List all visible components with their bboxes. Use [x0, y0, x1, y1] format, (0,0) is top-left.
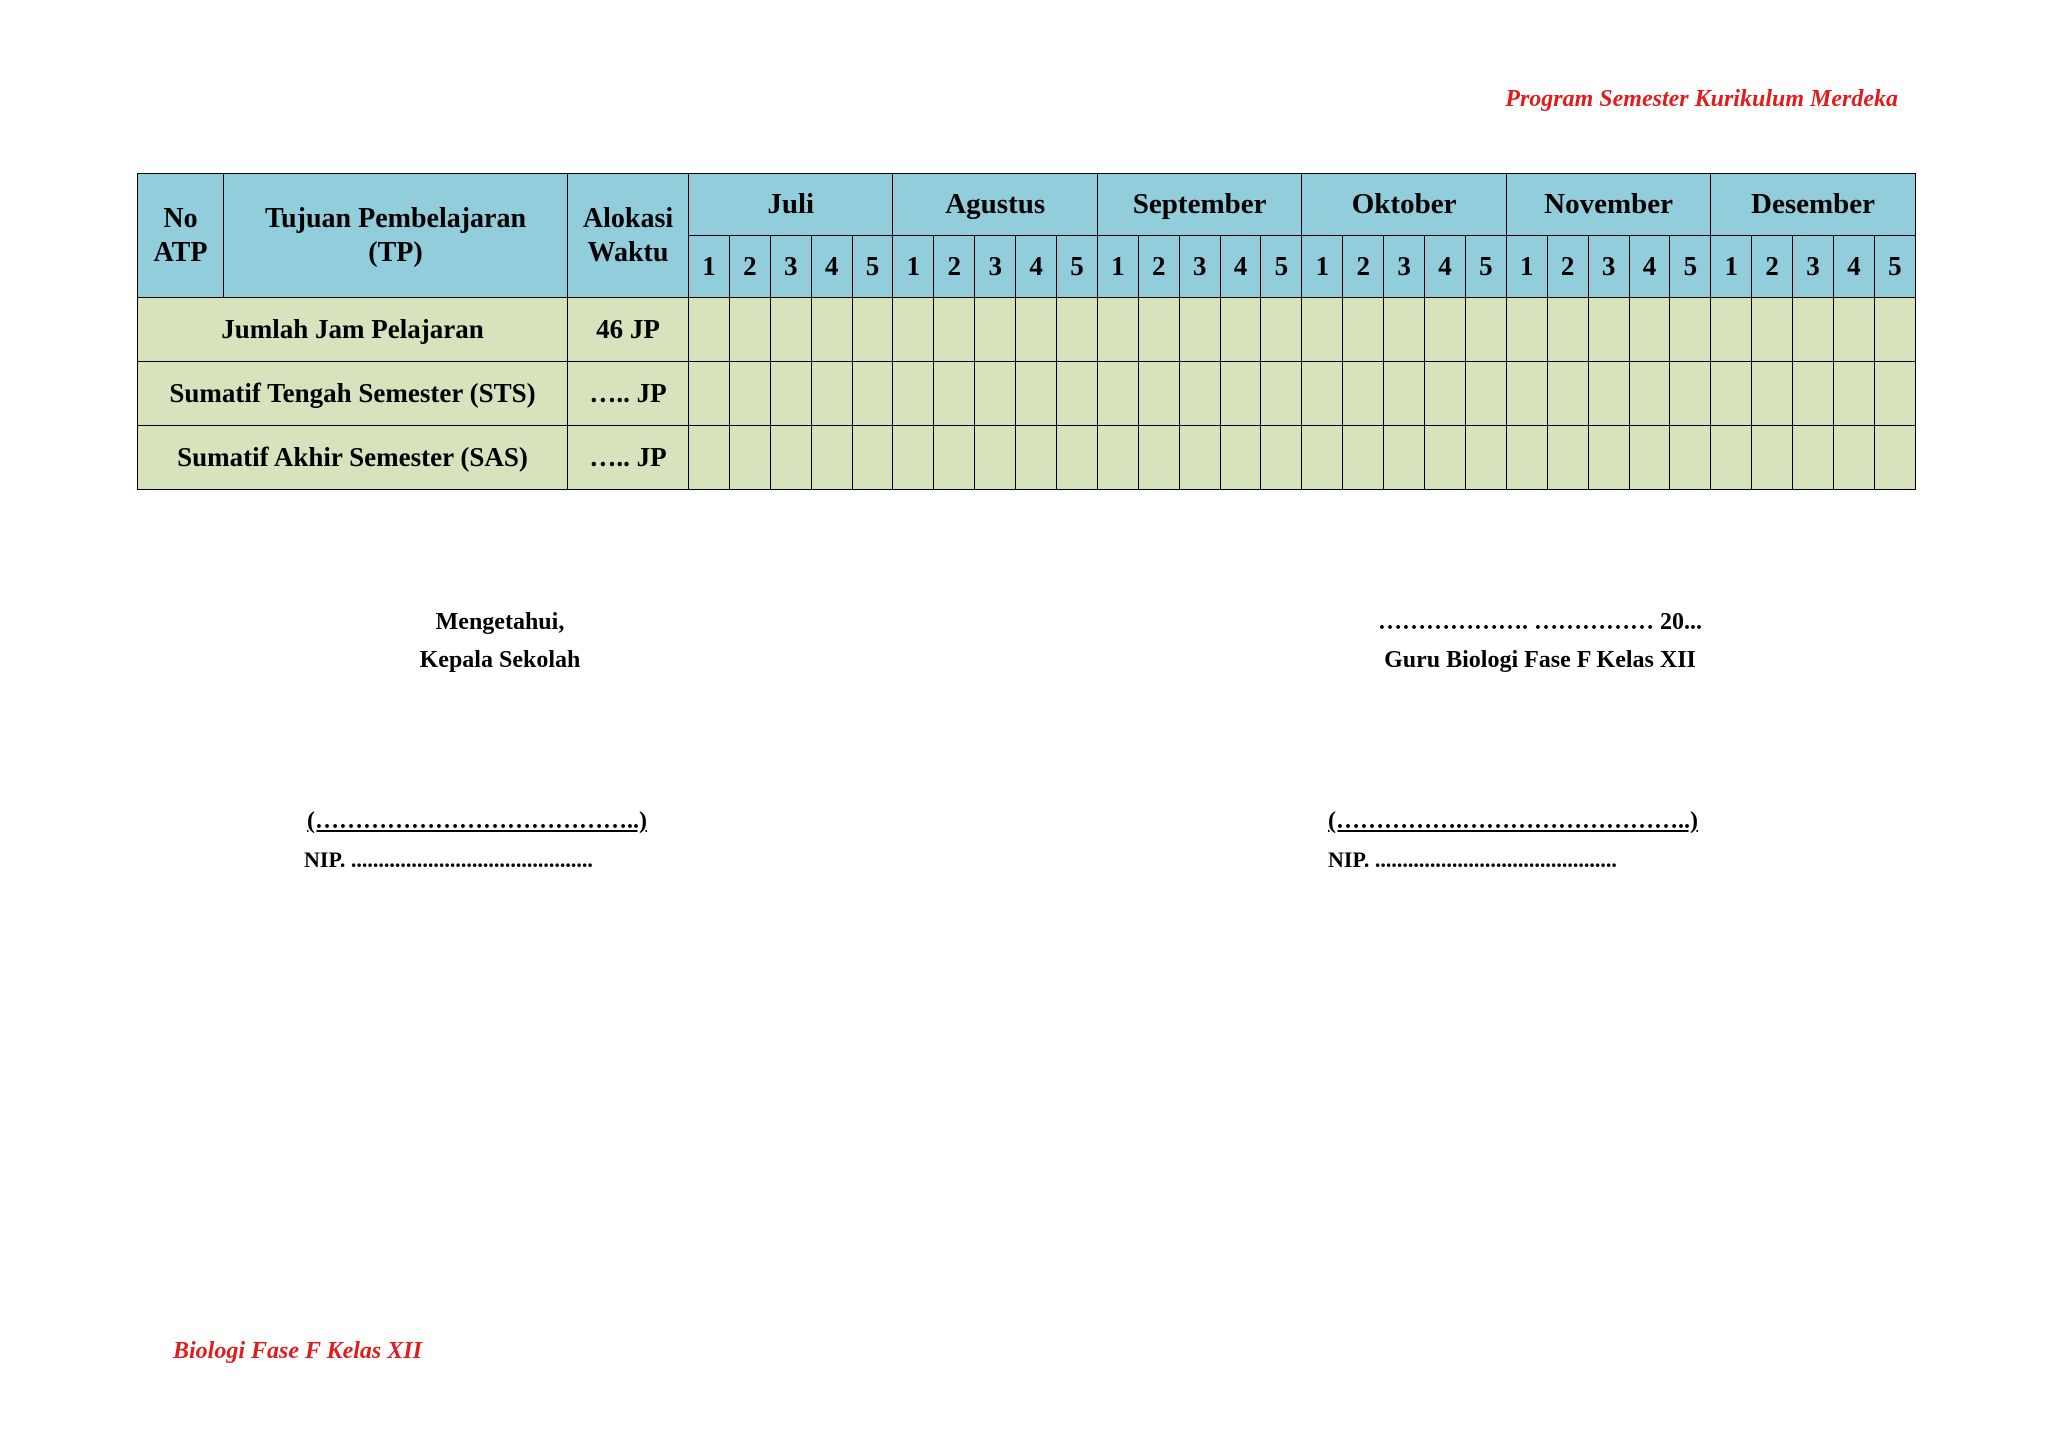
week-cell: [770, 426, 811, 490]
week-cell: [975, 426, 1016, 490]
week-cell: [1425, 426, 1466, 490]
week-cell: [1016, 298, 1057, 362]
week-cell: [1752, 426, 1793, 490]
week-header-november-4: 4: [1629, 236, 1670, 298]
week-cell: [689, 298, 730, 362]
header-note: Program Semester Kurikulum Merdeka: [1505, 86, 1898, 112]
week-cell: [1343, 362, 1384, 426]
week-cell: [1138, 298, 1179, 362]
week-header-juli-3: 3: [770, 236, 811, 298]
week-cell: [1833, 298, 1874, 362]
col-no-atp-header: No ATP: [138, 174, 224, 298]
week-cell: [770, 362, 811, 426]
week-cell: [1833, 426, 1874, 490]
week-header-september-4: 4: [1220, 236, 1261, 298]
table-row: [138, 362, 1916, 426]
col-tujuan-pembelajaran-header: Tujuan Pembelajaran (TP): [224, 174, 568, 298]
week-cell: [729, 362, 770, 426]
week-header-agustus-1: 1: [893, 236, 934, 298]
week-cell: [1179, 362, 1220, 426]
week-header-agustus-3: 3: [975, 236, 1016, 298]
week-cell: [1302, 426, 1343, 490]
row-value: ….. JP: [568, 362, 689, 426]
week-cell: [975, 298, 1016, 362]
week-cell: [893, 362, 934, 426]
week-cell: [1711, 362, 1752, 426]
week-cell: [1261, 298, 1302, 362]
week-cell: [1711, 426, 1752, 490]
week-cell: [1547, 298, 1588, 362]
week-cell: [1057, 426, 1098, 490]
week-cell: [1670, 298, 1711, 362]
week-cell: [1793, 362, 1834, 426]
week-header-oktober-1: 1: [1302, 236, 1343, 298]
signature-left-line1: Mengetahui,: [435, 609, 565, 635]
week-cell: [1629, 426, 1670, 490]
month-header-row: [138, 174, 1916, 236]
week-header-oktober-4: 4: [1425, 236, 1466, 298]
week-header-desember-2: 2: [1752, 236, 1793, 298]
week-header-november-3: 3: [1588, 236, 1629, 298]
week-cell: [811, 426, 852, 490]
week-cell: [1588, 298, 1629, 362]
week-cell: [1588, 362, 1629, 426]
week-cell: [729, 426, 770, 490]
week-cell: [975, 362, 1016, 426]
week-cell: [852, 298, 893, 362]
week-cell: [1752, 298, 1793, 362]
week-cell: [1302, 298, 1343, 362]
month-header-september: September: [1097, 174, 1301, 236]
row-value: ….. JP: [568, 426, 689, 490]
week-cell: [1384, 362, 1425, 426]
week-cell: [1425, 298, 1466, 362]
week-cell: [1220, 298, 1261, 362]
row-label: Sumatif Akhir Semester (SAS): [138, 426, 568, 490]
week-cell: [729, 298, 770, 362]
week-cell: [1016, 426, 1057, 490]
week-cell: [811, 362, 852, 426]
table-row: [138, 426, 1916, 490]
week-cell: [1874, 426, 1915, 490]
week-cell: [1465, 426, 1506, 490]
week-header-oktober-2: 2: [1343, 236, 1384, 298]
week-header-juli-2: 2: [729, 236, 770, 298]
week-header-agustus-2: 2: [934, 236, 975, 298]
week-header-agustus-5: 5: [1057, 236, 1098, 298]
week-header-juli-5: 5: [852, 236, 893, 298]
week-cell: [1057, 362, 1098, 426]
week-cell: [1506, 362, 1547, 426]
signature-left-line2: Kepala Sekolah: [419, 647, 581, 673]
week-cell: [1670, 362, 1711, 426]
row-label: Jumlah Jam Pelajaran: [138, 298, 568, 362]
week-cell: [1343, 426, 1384, 490]
week-cell: [1057, 298, 1098, 362]
week-cell: [1097, 362, 1138, 426]
signature-right-name: (…………….………………………..): [1328, 808, 1698, 834]
week-cell: [852, 362, 893, 426]
week-header-september-1: 1: [1097, 236, 1138, 298]
signature-right-heading: [1330, 603, 1750, 679]
week-header-desember-4: 4: [1833, 236, 1874, 298]
week-header-september-2: 2: [1138, 236, 1179, 298]
week-header-november-5: 5: [1670, 236, 1711, 298]
week-cell: [1384, 298, 1425, 362]
week-header-november-2: 2: [1547, 236, 1588, 298]
week-cell: [1220, 362, 1261, 426]
week-cell: [934, 298, 975, 362]
week-cell: [1588, 426, 1629, 490]
week-cell: [1629, 298, 1670, 362]
week-cell: [689, 426, 730, 490]
week-header-september-3: 3: [1179, 236, 1220, 298]
month-header-oktober: Oktober: [1302, 174, 1506, 236]
week-cell: [1670, 426, 1711, 490]
week-header-desember-3: 3: [1793, 236, 1834, 298]
week-cell: [770, 298, 811, 362]
week-cell: [1302, 362, 1343, 426]
week-cell: [1179, 426, 1220, 490]
week-cell: [893, 426, 934, 490]
month-header-november: November: [1506, 174, 1710, 236]
week-cell: [1016, 362, 1057, 426]
week-cell: [934, 362, 975, 426]
week-cell: [1261, 426, 1302, 490]
week-cell: [811, 298, 852, 362]
row-value: 46 JP: [568, 298, 689, 362]
month-header-desember: Desember: [1711, 174, 1915, 236]
signature-right-line1: ………………. …………… 20...: [1378, 609, 1702, 635]
week-cell: [1097, 298, 1138, 362]
week-cell: [1465, 362, 1506, 426]
week-cell: [1261, 362, 1302, 426]
signature-left-name: (…………………………………..): [307, 808, 647, 834]
week-cell: [1138, 426, 1179, 490]
week-cell: [1547, 362, 1588, 426]
week-cell: [1874, 298, 1915, 362]
week-cell: [1179, 298, 1220, 362]
week-cell: [852, 426, 893, 490]
week-cell: [1874, 362, 1915, 426]
week-cell: [893, 298, 934, 362]
signature-right-nip: NIP. ............................................: [1328, 847, 1617, 872]
week-cell: [1547, 426, 1588, 490]
week-cell: [1465, 298, 1506, 362]
week-header-agustus-4: 4: [1016, 236, 1057, 298]
week-cell: [1138, 362, 1179, 426]
week-header-desember-1: 1: [1711, 236, 1752, 298]
week-header-oktober-5: 5: [1465, 236, 1506, 298]
signature-right-line2: Guru Biologi Fase F Kelas XII: [1384, 647, 1696, 673]
week-cell: [1711, 298, 1752, 362]
week-header-juli-1: 1: [689, 236, 730, 298]
week-cell: [1425, 362, 1466, 426]
footer-note: Biologi Fase F Kelas XII: [173, 1338, 422, 1364]
week-cell: [1629, 362, 1670, 426]
week-cell: [1220, 426, 1261, 490]
week-cell: [689, 362, 730, 426]
week-header-november-1: 1: [1506, 236, 1547, 298]
week-header-oktober-3: 3: [1384, 236, 1425, 298]
week-cell: [1506, 426, 1547, 490]
week-cell: [1793, 298, 1834, 362]
week-cell: [1097, 426, 1138, 490]
table-row: [138, 298, 1916, 362]
month-header-juli: Juli: [689, 174, 893, 236]
week-cell: [1384, 426, 1425, 490]
week-header-juli-4: 4: [811, 236, 852, 298]
signature-left-heading: [350, 603, 650, 679]
week-header-desember-5: 5: [1874, 236, 1915, 298]
week-cell: [1833, 362, 1874, 426]
week-header-september-5: 5: [1261, 236, 1302, 298]
week-cell: [1752, 362, 1793, 426]
week-cell: [1343, 298, 1384, 362]
signature-left-nip: NIP. ............................................: [304, 847, 593, 872]
row-label: Sumatif Tengah Semester (STS): [138, 362, 568, 426]
month-header-agustus: Agustus: [893, 174, 1097, 236]
week-cell: [934, 426, 975, 490]
col-alokasi-waktu-header: Alokasi Waktu: [568, 174, 689, 298]
week-cell: [1506, 298, 1547, 362]
week-cell: [1793, 426, 1834, 490]
semester-schedule-table: [137, 173, 1916, 490]
